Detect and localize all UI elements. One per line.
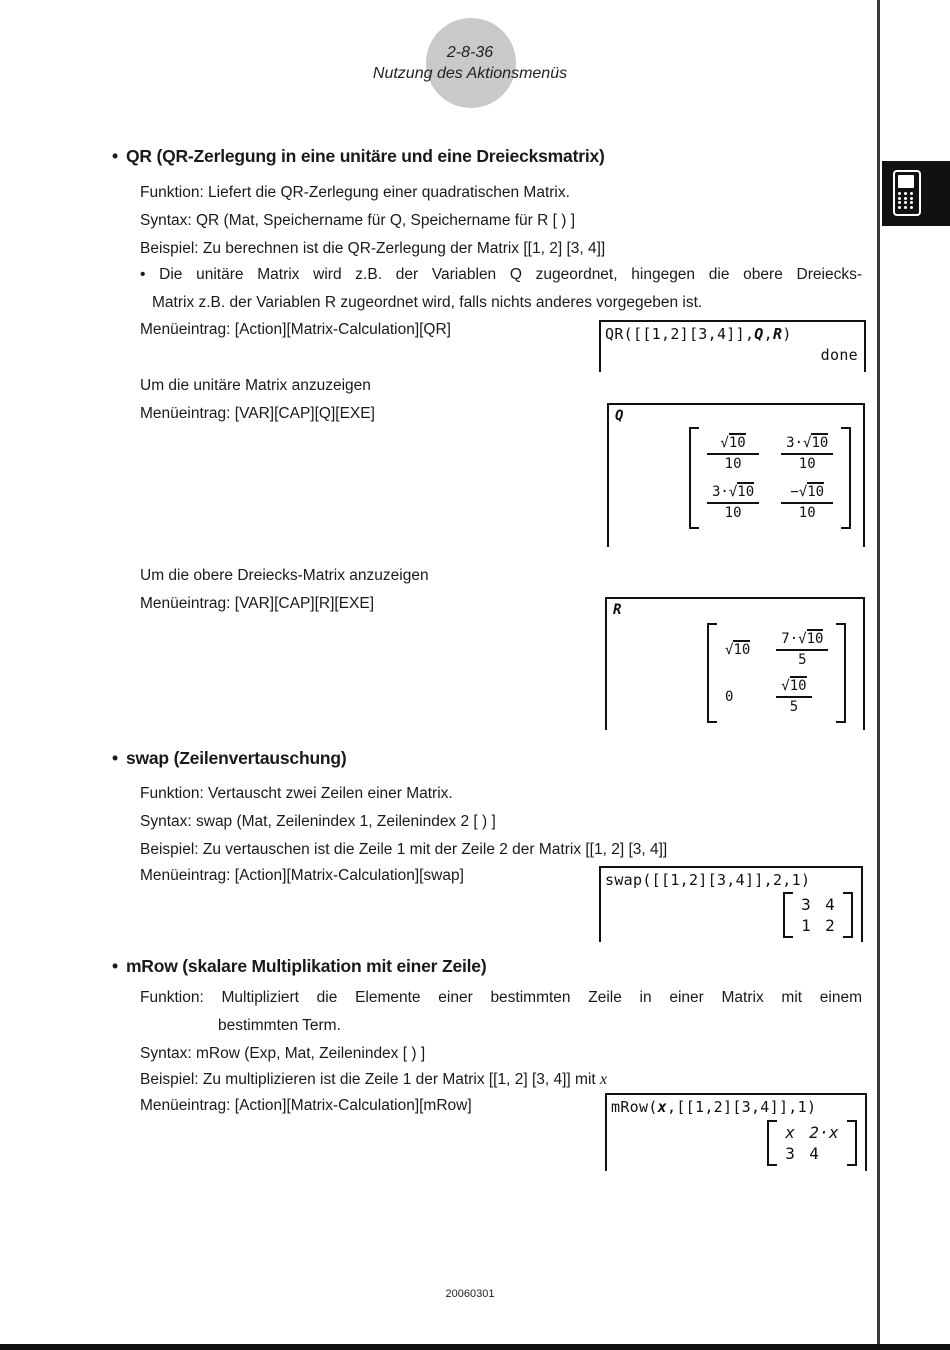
mrow-funktion-line2: bestimmten Term. — [218, 1017, 341, 1034]
screen-qr-done — [599, 320, 866, 372]
matrix-cell: 1 — [801, 916, 812, 935]
screen-swap — [599, 866, 863, 942]
qr-note-line2: Matrix z.B. der Variablen R zugeordnet wird, falls nichts anderes vorgegeben ist. — [152, 294, 703, 311]
screen-r-matrix — [605, 597, 865, 730]
bracket-left — [707, 623, 717, 723]
mrow-beispiel: Beispiel: Zu multiplizieren ist die Zeile 1 der Matrix [[1, 2] [3, 4]] mit x — [140, 1071, 608, 1088]
section-heading-swap: • swap (Zeilenvertauschung) — [112, 748, 347, 768]
bracket-left — [767, 1120, 777, 1166]
matrix-cell: $\frac{7\cdot√10}{5}$ — [776, 631, 828, 668]
screen-command: mRow(x,[[1,2][3,4]],1) — [611, 1098, 817, 1116]
matrix-cell: $\frac{√10}{10}$ — [707, 435, 759, 472]
calculator-screen — [898, 175, 914, 188]
swap-funktion: Funktion: Vertauscht zwei Zeilen einer Matrix. — [140, 785, 453, 802]
qr-funktion: Funktion: Liefert die QR-Zerlegung einer quadratischen Matrix. — [140, 184, 570, 201]
page-number: 2-8-36 — [446, 44, 494, 61]
swap-syntax: Syntax: swap (Mat, Zeilenindex 1, Zeilenindex 2 [ ) ] — [140, 813, 496, 830]
matrix-q — [689, 427, 851, 529]
matrix-cell: 3 — [801, 895, 812, 914]
matrix-cell: x — [785, 1123, 796, 1142]
math-variable: x — [600, 1071, 608, 1088]
screen-result: done — [820, 346, 858, 364]
bracket-right — [841, 427, 851, 529]
matrix-r — [707, 623, 846, 723]
mrow-menueintrag: Menüeintrag: [Action][Matrix-Calculation][mRow] — [140, 1097, 472, 1114]
matrix-cell: $\frac{3\cdot√10}{10}$ — [707, 484, 759, 521]
bullet: • — [112, 748, 118, 768]
screen-command: swap([[1,2][3,4]],2,1) — [605, 871, 811, 889]
footer-date-code: 20060301 — [445, 1288, 495, 1300]
qr-beispiel: Beispiel: Zu berechnen ist die QR-Zerlegung der Matrix [[1, 2] [3, 4]] — [140, 240, 606, 257]
mrow-funktion-line1: Funktion: Multipliziert die Elemente einer bestimmten Zeile in einer Matrix mit einem — [140, 989, 862, 1006]
screen-mrow — [605, 1093, 867, 1171]
matrix-cell: 2 — [825, 916, 835, 935]
matrix-swap-result — [783, 892, 853, 938]
mrow-syntax: Syntax: mRow (Exp, Mat, Zeilenindex [ ) ] — [140, 1045, 426, 1062]
swap-menueintrag: Menüeintrag: [Action][Matrix-Calculation][swap] — [140, 867, 464, 884]
bottom-bar — [0, 1344, 950, 1350]
chapter-tab — [882, 161, 950, 226]
screen-var-label: Q — [615, 408, 624, 424]
bracket-left — [783, 892, 793, 938]
screen-command: QR([[1,2][3,4]],Q,R) — [605, 325, 792, 343]
matrix-cell: 4 — [809, 1144, 820, 1163]
bracket-right — [836, 623, 846, 723]
matrix-cell: √10 — [725, 641, 751, 658]
matrix-cell: 3 — [785, 1144, 796, 1163]
qr-menueintrag: Menüeintrag: [Action][Matrix-Calculation][QR] — [140, 321, 451, 338]
matrix-cell: $\frac{3\cdot√10}{10}$ — [781, 435, 833, 472]
qr-show-q-menue: Menüeintrag: [VAR][CAP][Q][EXE] — [140, 405, 375, 422]
section-heading-mrow: • mRow (skalare Multiplikation mit einer Zeile) — [112, 956, 487, 976]
matrix-cell: 2·x — [809, 1123, 839, 1142]
matrix-mrow-result — [767, 1120, 857, 1166]
bullet: • — [112, 146, 118, 166]
swap-beispiel: Beispiel: Zu vertauschen ist die Zeile 1 mit der Zeile 2 der Matrix [[1, 2] [3, 4]] — [140, 841, 668, 858]
calculator-icon — [893, 170, 921, 216]
calculator-keys — [898, 192, 916, 210]
matrix-cell: $\frac{-√10}{10}$ — [781, 484, 833, 521]
qr-syntax: Syntax: QR (Mat, Speichername für Q, Speichername für R [ ) ] — [140, 212, 576, 229]
chapter-title: Nutzung des Aktionsmenüs — [372, 65, 568, 82]
page-edge-rule — [877, 0, 880, 1350]
bullet: • — [112, 956, 118, 976]
qr-note-line1: • Die unitäre Matrix wird z.B. der Variablen Q zugeordnet, hingegen die obere Dreiecks- — [140, 266, 862, 283]
bracket-left — [689, 427, 699, 529]
screen-var-label: R — [613, 602, 622, 618]
matrix-cell: 0 — [725, 688, 734, 705]
qr-show-r-caption: Um die obere Dreiecks-Matrix anzuzeigen — [140, 567, 429, 584]
qr-show-q-caption: Um die unitäre Matrix anzuzeigen — [140, 377, 371, 394]
qr-show-r-menue: Menüeintrag: [VAR][CAP][R][EXE] — [140, 595, 375, 612]
matrix-cell: $\frac{√10}{5}$ — [776, 678, 811, 715]
section-heading-qr: • QR (QR-Zerlegung in eine unitäre und eine Dreiecksmatrix) — [112, 146, 605, 166]
matrix-cell: 4 — [825, 895, 835, 914]
screen-q-matrix — [607, 403, 865, 547]
bracket-right — [847, 1120, 857, 1166]
page-header — [330, 42, 610, 84]
bracket-right — [843, 892, 853, 938]
